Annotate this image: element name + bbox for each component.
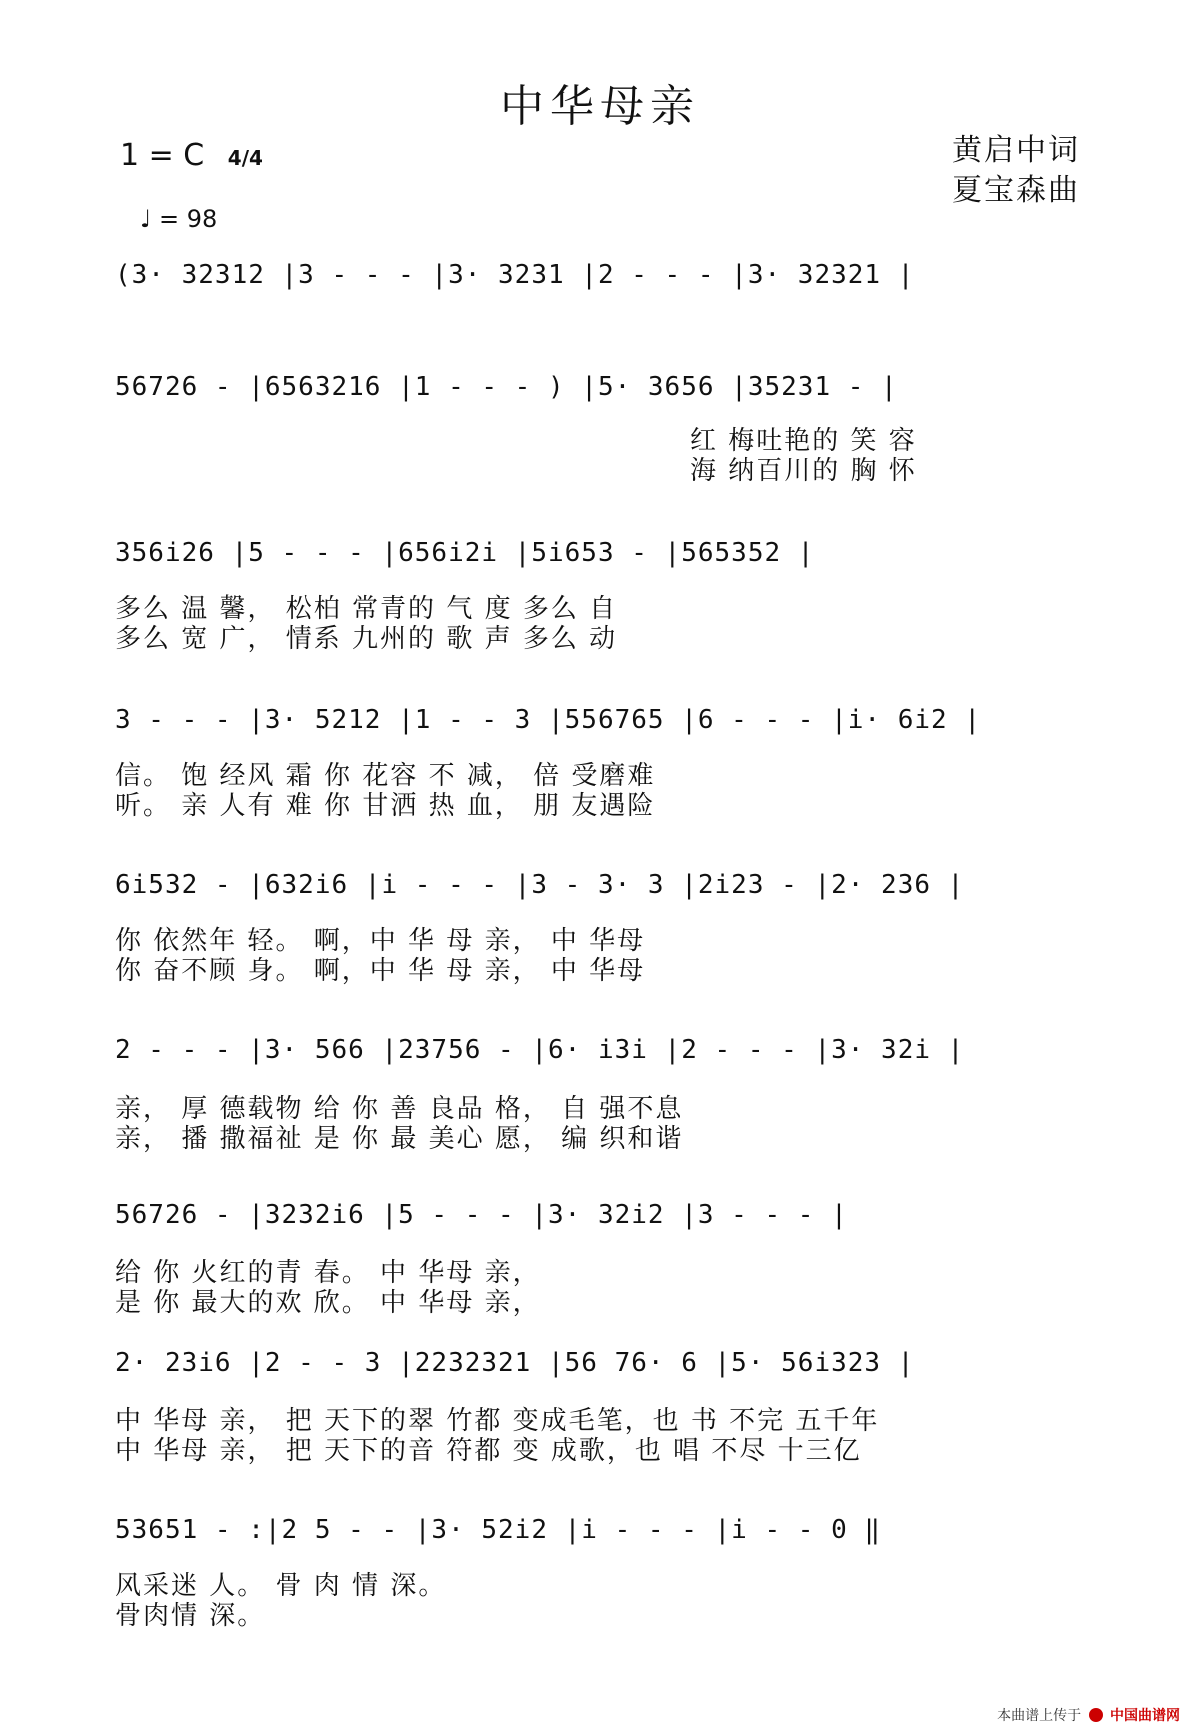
system-2-lyrics-2: 海 纳百川的 胸 怀 bbox=[690, 456, 917, 486]
system-3-notes: 356i26 |5 - - - |656i2i |5i653 - |565352 | bbox=[115, 538, 815, 568]
system-5-notes: 6i532 - |632i6 |i - - - |3 - 3· 3 |2i23 - |2· 236 | bbox=[115, 870, 965, 900]
key-signature: 1 = C 4/4 bbox=[120, 138, 263, 173]
system-4-lyrics-2: 听。 亲 人有 难 你 甘洒 热 血， 朋 友遇险 bbox=[115, 791, 656, 821]
system-6-notes: 2 - - - |3· 566 |23756 - |6· i3i |2 - - - |3· 32i | bbox=[115, 1035, 965, 1065]
system-9-notes: 53651 - :|2 5 - - |3· 52i2 |i - - - |i - - 0 ‖ bbox=[115, 1515, 882, 1545]
system-3-lyrics-2: 多么 宽 广， 情系 九州的 歌 声 多么 动 bbox=[115, 624, 618, 654]
system-7-lyrics-2: 是 你 最大的欢 欣。 中 华母 亲， bbox=[115, 1288, 541, 1318]
footer bbox=[997, 1705, 1180, 1725]
footer-text: 本曲谱上传于 bbox=[997, 1708, 1082, 1724]
system-2-lyrics-1: 红 梅吐艳的 笑 容 bbox=[690, 426, 917, 456]
system-7-notes: 56726 - |3232i6 |5 - - - |3· 32i2 |3 - - - | bbox=[115, 1200, 848, 1230]
system-8-lyrics-2: 中 华母 亲， 把 天下的音 符都 变 成歌，也 唱 不尽 十三亿 bbox=[115, 1436, 862, 1466]
system-9-lyrics-1: 风采迷 人。 骨 肉 情 深。 bbox=[115, 1571, 447, 1601]
system-2-notes: 56726 - |6563216 |1 - - - ) |5· 3656 |35231 - | bbox=[115, 372, 898, 402]
composer: 夏宝森曲 bbox=[952, 173, 1080, 208]
system-6-lyrics-1: 亲， 厚 德载物 给 你 善 良品 格， 自 强不息 bbox=[115, 1094, 684, 1124]
tempo-marking: ♩ = 98 bbox=[140, 205, 218, 233]
system-5-lyrics-1: 你 依然年 轻。 啊，中 华 母 亲， 中 华母 bbox=[115, 926, 646, 956]
system-9-lyrics-2: 骨肉情 深。 bbox=[115, 1601, 266, 1631]
system-1-notes: (3· 32312 |3 - - - |3· 3231 |2 - - - |3· 32321 | bbox=[115, 260, 915, 290]
footer-brand[interactable]: 中国曲谱网 bbox=[1110, 1708, 1180, 1724]
song-title: 中华母亲 bbox=[500, 81, 700, 132]
system-7-lyrics-1: 给 你 火红的青 春。 中 华母 亲， bbox=[115, 1258, 541, 1288]
system-6-lyrics-2: 亲， 播 撒福祉 是 你 最 美心 愿， 编 织和谐 bbox=[115, 1124, 684, 1154]
system-4-notes: 3 - - - |3· 5212 |1 - - 3 |556765 |6 - - - |i· 6i2 | bbox=[115, 705, 981, 735]
site-logo-icon bbox=[1089, 1708, 1103, 1722]
system-8-lyrics-1: 中 华母 亲， 把 天下的翠 竹都 变成毛笔，也 书 不完 五千年 bbox=[115, 1406, 880, 1436]
system-4-lyrics-1: 信。 饱 经风 霜 你 花容 不 减， 倍 受磨难 bbox=[115, 761, 656, 791]
system-5-lyrics-2: 你 奋不顾 身。 啊，中 华 母 亲， 中 华母 bbox=[115, 956, 646, 986]
lyricist: 黄启中词 bbox=[952, 133, 1080, 168]
system-3-lyrics-1: 多么 温 馨， 松柏 常青的 气 度 多么 自 bbox=[115, 594, 618, 624]
system-8-notes: 2· 23i6 |2 - - 3 |2232321 |56 76· 6 |5· 56i323 | bbox=[115, 1348, 915, 1378]
time-signature: 4/4 bbox=[227, 146, 263, 170]
